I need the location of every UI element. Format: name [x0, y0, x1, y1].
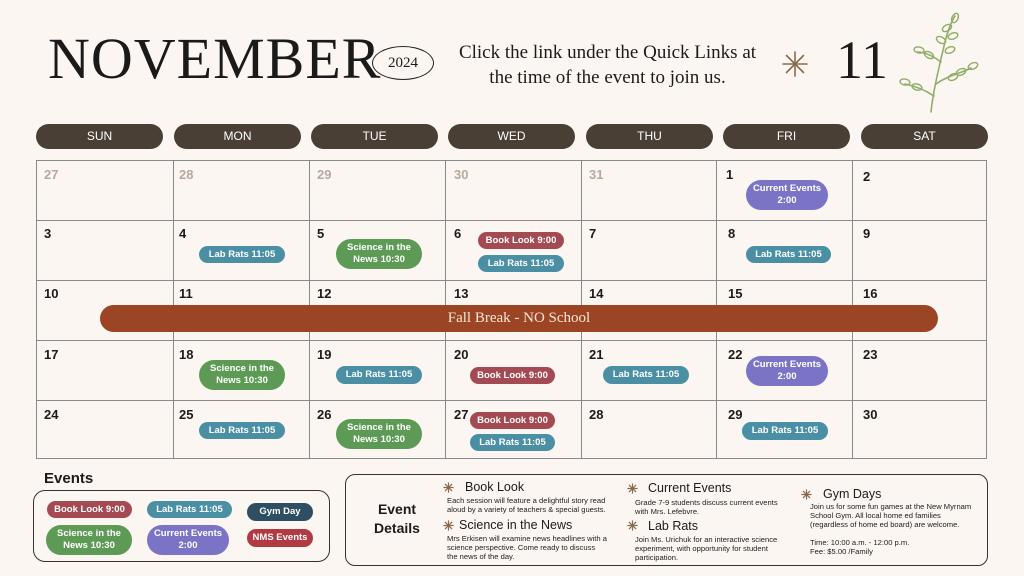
- day-number[interactable]: 23: [863, 347, 878, 362]
- detail-gym-days-title: Gym Days: [823, 487, 882, 501]
- star-icon: [627, 483, 638, 494]
- event-lab-rats[interactable]: Lab Rats 11:05: [603, 366, 689, 384]
- day-number[interactable]: 31: [589, 167, 604, 182]
- event-book-look[interactable]: Book Look 9:00: [470, 367, 555, 384]
- day-number[interactable]: 12: [317, 286, 332, 301]
- weekday-fri: FRI: [723, 124, 850, 149]
- event-lab-rats[interactable]: Lab Rats 11:05: [470, 434, 555, 451]
- detail-science-news-desc: Mrs Erkisen will examine news headlines with a science perspective. Come ready to discuss the news of the day.: [447, 534, 607, 561]
- legend-current-events: Current Events 2:00: [147, 525, 229, 555]
- day-number[interactable]: 27: [454, 407, 469, 422]
- event-details-title: Event Details: [374, 501, 420, 536]
- day-number[interactable]: 19: [317, 347, 332, 362]
- grid-line: [37, 340, 986, 341]
- star-icon: [801, 489, 812, 500]
- weekday-tue: TUE: [311, 124, 438, 149]
- weekday-mon: MON: [174, 124, 301, 149]
- day-number[interactable]: 4: [179, 226, 187, 241]
- day-number[interactable]: 1: [726, 167, 734, 182]
- day-number[interactable]: 2: [863, 169, 871, 184]
- event-current-events[interactable]: Current Events 2:00: [746, 356, 828, 386]
- year-badge: 2024: [372, 46, 434, 80]
- weekday-sat: SAT: [861, 124, 988, 149]
- instruction-note: Click the link under the Quick Links at the time of the event to join us.: [458, 42, 757, 88]
- event-science-news[interactable]: Science in the News 10:30: [336, 419, 422, 449]
- day-number[interactable]: 28: [179, 167, 194, 182]
- grid-line: [37, 280, 986, 281]
- day-number[interactable]: 21: [589, 347, 604, 362]
- day-number[interactable]: 29: [317, 167, 332, 182]
- day-number[interactable]: 26: [317, 407, 332, 422]
- star-icon: [781, 50, 809, 78]
- day-number[interactable]: 9: [863, 226, 871, 241]
- day-number[interactable]: 24: [44, 407, 59, 422]
- day-number[interactable]: 18: [179, 347, 194, 362]
- star-icon: [443, 482, 454, 493]
- star-icon: [443, 520, 454, 531]
- day-number[interactable]: 28: [589, 407, 604, 422]
- legend-nms-events: NMS Events: [247, 529, 313, 547]
- plant-icon: [895, 12, 979, 116]
- day-number[interactable]: 13: [454, 286, 469, 301]
- day-number[interactable]: 7: [589, 226, 597, 241]
- legend-science-news: Science in the News 10:30: [46, 525, 132, 555]
- events-legend-title: Events: [44, 470, 94, 487]
- detail-book-look-title: Book Look: [465, 480, 525, 494]
- grid-line: [37, 400, 986, 401]
- weekday-sun: SUN: [36, 124, 163, 149]
- event-book-look[interactable]: Book Look 9:00: [478, 232, 564, 249]
- day-number[interactable]: 20: [454, 347, 469, 362]
- detail-gym-days-desc: Join us for some fun games at the New Myrnam School Gym. All local home ed families (regardless of home ed board) are welcome.: [810, 502, 972, 529]
- day-number[interactable]: 29: [728, 407, 743, 422]
- event-fall-break[interactable]: Fall Break - NO School: [100, 305, 938, 332]
- day-number[interactable]: 11: [179, 286, 193, 301]
- detail-current-events-title: Current Events: [648, 481, 732, 495]
- event-science-news[interactable]: Science in the News 10:30: [336, 239, 422, 269]
- day-number[interactable]: 17: [44, 347, 59, 362]
- legend-gym-day: Gym Day: [247, 503, 313, 521]
- detail-gym-days-fee: Fee: $5.00 /Family: [810, 547, 873, 556]
- day-number[interactable]: 14: [589, 286, 604, 301]
- day-number[interactable]: 5: [317, 226, 325, 241]
- current-day: 11: [836, 30, 888, 90]
- day-number[interactable]: 25: [179, 407, 194, 422]
- detail-lab-rats-title: Lab Rats: [648, 519, 699, 533]
- star-icon: [627, 520, 638, 531]
- weekday-wed: WED: [448, 124, 575, 149]
- day-number[interactable]: 3: [44, 226, 52, 241]
- month-title: NOVEMBER: [48, 26, 382, 91]
- detail-current-events-desc: Grade 7-9 students discuss current events with Mrs. Lefebvre.: [635, 498, 778, 516]
- day-number[interactable]: 27: [44, 167, 59, 182]
- event-lab-rats[interactable]: Lab Rats 11:05: [742, 422, 828, 440]
- grid-line: [37, 220, 986, 221]
- legend-lab-rats: Lab Rats 11:05: [147, 501, 232, 518]
- detail-lab-rats-desc: Join Ms. Urichuk for an interactive science experiment, with opportunity for student participation.: [635, 535, 778, 562]
- day-number[interactable]: 8: [728, 226, 736, 241]
- day-number[interactable]: 30: [863, 407, 878, 422]
- detail-book-look-desc: Each session will feature a delightful story read aloud by a variety of teachers & special guests.: [447, 496, 606, 514]
- detail-gym-days-time: Time: 10:00 a.m. - 12:00 p.m.: [810, 538, 910, 547]
- legend-book-look: Book Look 9:00: [47, 501, 132, 518]
- detail-science-news-title: Science in the News: [459, 518, 573, 532]
- event-lab-rats[interactable]: Lab Rats 11:05: [746, 246, 831, 263]
- event-lab-rats[interactable]: Lab Rats 11:05: [336, 366, 422, 384]
- day-number[interactable]: 15: [728, 286, 743, 301]
- day-number[interactable]: 6: [454, 226, 462, 241]
- day-number[interactable]: 16: [863, 286, 878, 301]
- weekday-thu: THU: [586, 124, 713, 149]
- day-number[interactable]: 10: [44, 286, 59, 301]
- event-lab-rats[interactable]: Lab Rats 11:05: [199, 246, 285, 263]
- day-number[interactable]: 30: [454, 167, 469, 182]
- event-book-look[interactable]: Book Look 9:00: [470, 412, 555, 429]
- event-lab-rats[interactable]: Lab Rats 11:05: [478, 255, 564, 272]
- event-lab-rats[interactable]: Lab Rats 11:05: [199, 422, 285, 439]
- event-science-news[interactable]: Science in the News 10:30: [199, 360, 285, 390]
- event-current-events[interactable]: Current Events 2:00: [746, 180, 828, 210]
- day-number[interactable]: 22: [728, 347, 743, 362]
